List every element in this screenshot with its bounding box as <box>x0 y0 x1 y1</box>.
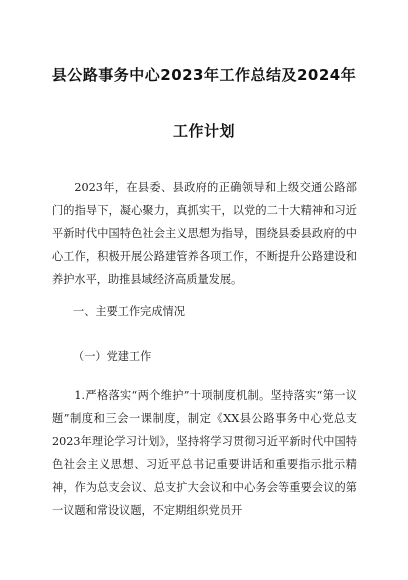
intro-paragraph: 2023年，在县委、县政府的正确领导和上级交通公路部门的指导下，凝心聚力，真抓实干，以党的二十大精神和习近平新时代中国特色社会主义思想为指导，围绕县委县政府的中心工作，积极开展公路建管养各项工作，不断提升公路建设和养护水平，助推县域经济高质量发展。 <box>52 181 357 286</box>
section-heading: 一、主要工作完成情况 <box>73 305 185 318</box>
document-title-line-2: 工作计划 <box>172 122 235 140</box>
subsection-heading: （一）党建工作 <box>73 350 152 363</box>
document-title-line-1: 县公路事务中心2023年工作总结及2024年 <box>51 66 357 84</box>
item-1-paragraph: 1.严格落实“两个维护”十项制度机制。坚持落实“第一议题”制度和三会一课制度，制定《XX县公路事务中心党总支2023年理论学习计划》，坚持将学习贯彻习近平新时代中国特色社会主义思想、习近平总书记重要讲话和重要指示批示精神，作为总支会议、总支扩大会议和中心务会等重要会议的第一议题和常设议题，不定期组织党员开 <box>52 389 357 517</box>
